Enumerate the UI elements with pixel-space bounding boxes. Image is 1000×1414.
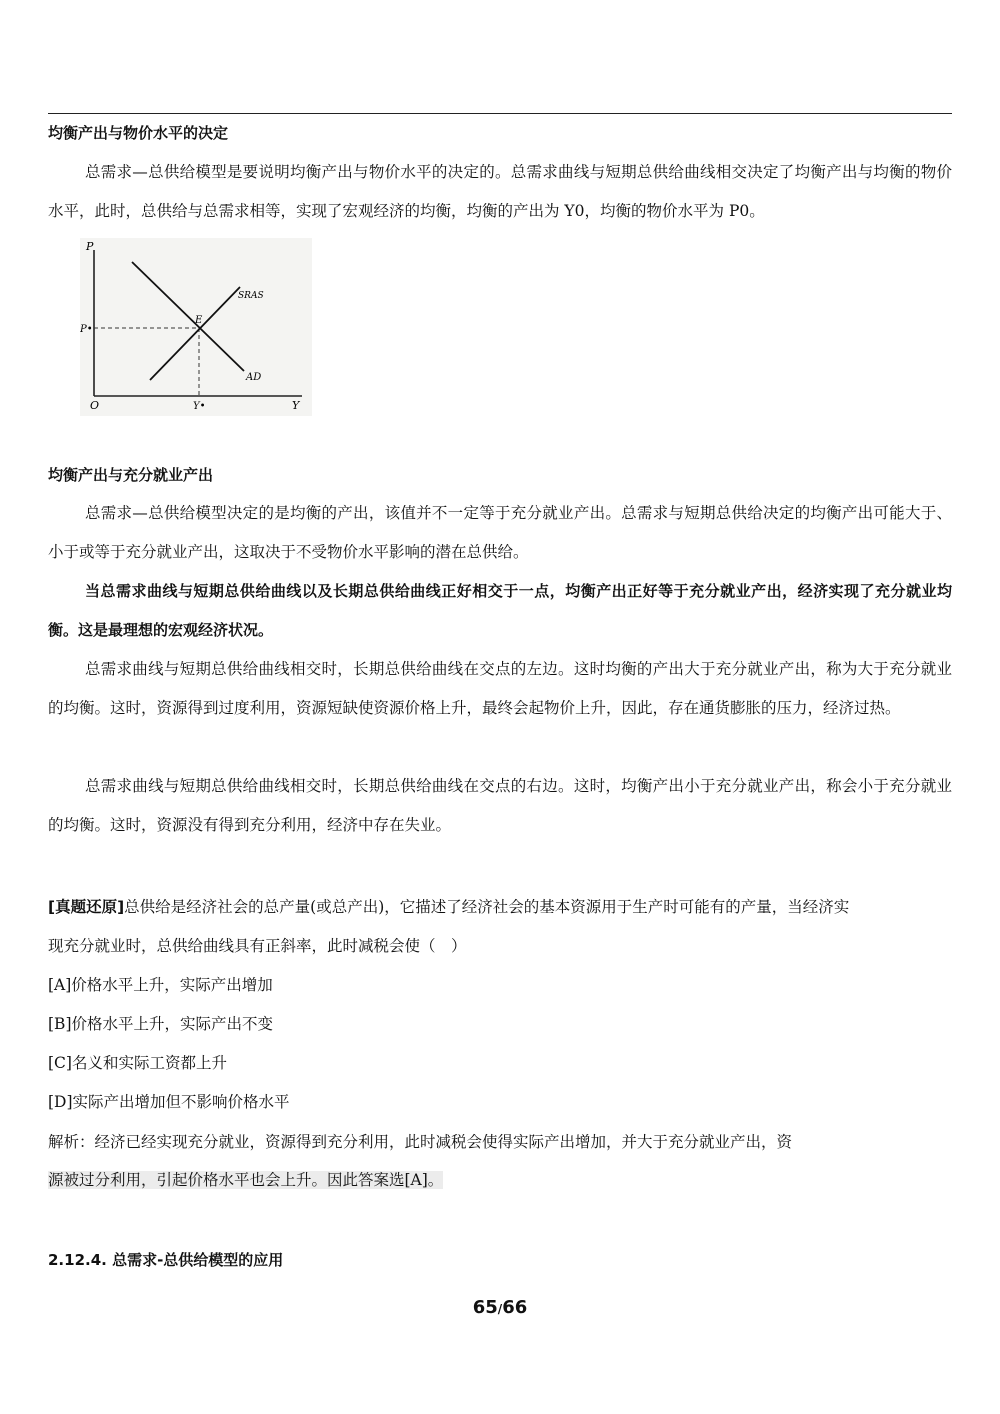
page-separator: / [497,1302,503,1316]
section-heading-equilibrium: 均衡产出与物价水平的决定 [48,124,229,142]
question-stem-line2: 现充分就业时，总供给曲线具有正斜率，此时减税会使（ ） [48,937,467,955]
p-axis-label: P [86,240,94,253]
sras-label: SRAS [238,291,264,301]
section-heading-full-employment: 均衡产出与充分就业产出 [48,466,214,484]
question-stem-line1 [48,895,849,919]
paragraph-full-employment-3: 总需求曲线与短期总供给曲线相交时，长期总供给曲线在交点的左边。这时均衡的产出大于充分就业产出，称为大于充分就业的均衡。这时，资源得到过度利用，资源短缺使资源价格上升，最终会起物价上升，因此，存在通货膨胀的压力，经济过热。 [48,660,952,717]
ad-label: AD [246,372,262,383]
option-a: [A]价格水平上升，实际产出增加 [48,976,273,994]
subsection-heading-application: 2.12.4. 总需求-总供给模型的应用 [48,1251,284,1269]
p-star-label: P• [80,324,93,335]
analysis-line1: 解析：经济已经实现充分就业，资源得到充分利用，此时减税会使得实际产出增加，并大于充分就业产出，资 [48,1133,793,1151]
top-rule [48,113,952,114]
paragraph-equilibrium: 总需求—总供给模型是要说明均衡产出与物价水平的决定的。总需求曲线与短期总供给曲线相交决定了均衡产出与均衡的物价水平，此时，总供给与总需求相等，实现了宏观经济的均衡，均衡的产出为 Y0，均衡的物价水平为 P0。 [48,163,952,220]
option-b: [B]价格水平上升，实际产出不变 [48,1015,273,1033]
paragraph-full-employment-1: 总需求—总供给模型决定的是均衡的产出，该值并不一定等于充分就业产出。总需求与短期总供给决定的均衡产出可能大于、小于或等于充分就业产出，这取决于不受物价水平影响的潜在总供给。 [48,504,952,561]
equilibrium-label: E [195,315,203,326]
paragraph-full-employment-2: 当总需求曲线与短期总供给曲线以及长期总供给曲线正好相交于一点，均衡产出正好等于充分就业产出，经济实现了充分就业均衡。这是最理想的宏观经济状况。 [48,582,952,639]
paragraph-full-employment-4: 总需求曲线与短期总供给曲线相交时，长期总供给曲线在交点的右边。这时，均衡产出小于充分就业产出，称会小于充分就业的均衡。这时，资源没有得到充分利用，经济中存在失业。 [48,777,952,834]
option-c: [C]名义和实际工资都上升 [48,1054,227,1072]
page-current: 65 [472,1297,498,1318]
y-star-label: Y• [193,401,206,412]
option-d: [D]实际产出增加但不影响价格水平 [48,1093,290,1111]
question-tag: [真题还原] [48,898,125,916]
page-total: 66 [502,1297,528,1318]
analysis-line2: 源被过分利用，引起价格水平也会上升。因此答案选[A]。 [48,1171,444,1189]
question-stem-text: 总供给是经济社会的总产量(或总产出)，它描述了经济社会的基本资源用于生产时可能有的产量，当经济实 [124,898,850,916]
origin-label: O [90,399,100,412]
ad-as-figure [80,238,312,416]
page-number [0,1297,1000,1318]
figure-background [80,238,312,416]
y-axis-label: Y [292,399,300,412]
